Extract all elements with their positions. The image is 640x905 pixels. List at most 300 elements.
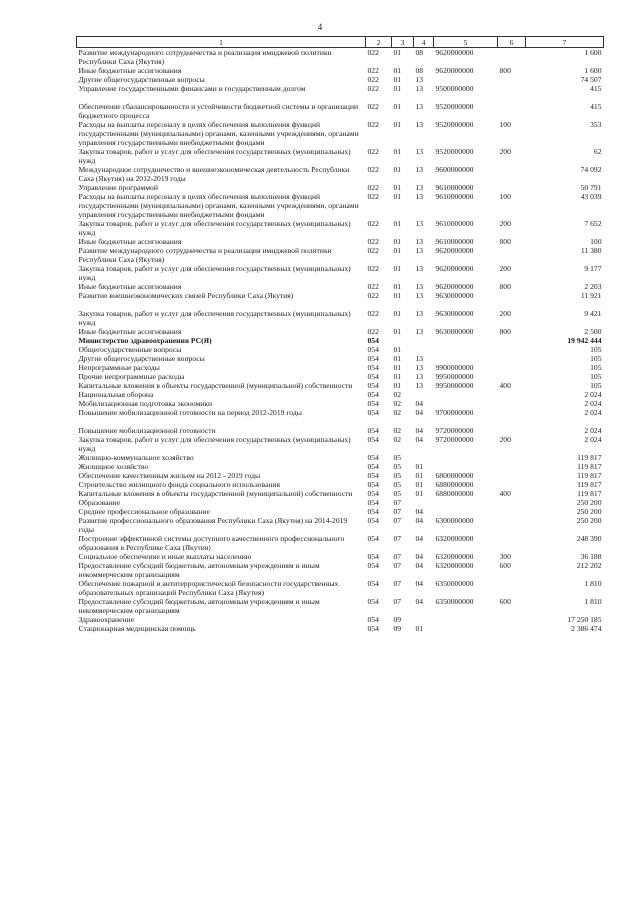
subsection-code: 13 — [415, 147, 424, 156]
row-name: Среднее профессиональное образование — [78, 507, 210, 516]
expense-type-code — [498, 480, 526, 489]
row-name: Закупка товаров, работ и услуг для обеспечения государственных (муниципальных) нужд — [78, 264, 351, 282]
ministry-code: 054 — [367, 363, 379, 372]
subsection-code: 01 — [415, 471, 424, 480]
row-name: Развитие профессионального образования Республики Саха (Якутия) на 2014-2019 годы — [78, 516, 348, 534]
table-row — [77, 327, 604, 336]
expense-type-code — [498, 624, 526, 633]
target-article-code: 6320000000 — [435, 561, 474, 570]
subsection-code — [414, 453, 434, 462]
table-row — [77, 534, 604, 552]
ministry-code: 054 — [367, 399, 379, 408]
amount: 119 817 — [577, 489, 602, 498]
section-code: 01 — [393, 66, 402, 75]
amount: 2 024 — [584, 399, 602, 408]
ministry-code: 054 — [367, 552, 379, 561]
target-article-code — [434, 453, 498, 462]
row-name: Национальная оборона — [78, 390, 154, 399]
expense-type-code — [498, 48, 526, 67]
row-name: Иные бюджетные ассигнования — [78, 282, 182, 291]
expense-type-code — [498, 579, 526, 597]
row-name: Развитие внешнеэкономических связей Республики Саха (Якутия) — [78, 291, 294, 300]
target-article-code: 6880000000 — [435, 480, 474, 489]
row-name: Управление программой — [78, 183, 158, 192]
expense-type-code: 200 — [499, 435, 511, 444]
row-name: Развитие международного сотрудничества и реализация имиджевой политики Республики Саха (Якутия) — [78, 48, 332, 66]
subsection-code: 13 — [415, 192, 424, 201]
table-row — [77, 192, 604, 219]
expense-type-code — [498, 345, 526, 354]
subsection-code: 04 — [415, 408, 424, 417]
expense-type-code — [498, 363, 526, 372]
target-article-code: 6350000000 — [435, 597, 474, 606]
target-article-code — [434, 75, 498, 84]
section-code: 01 — [393, 84, 402, 93]
amount: 250 200 — [576, 498, 602, 507]
target-article-code: 9950000000 — [435, 381, 474, 390]
expense-type-code: 200 — [499, 309, 511, 318]
subsection-code: 13 — [415, 84, 424, 93]
table-row — [77, 120, 604, 147]
row-name: Здравоохранение — [78, 615, 134, 624]
target-article-code: 9610000000 — [435, 192, 474, 201]
target-article-code: 9620000000 — [435, 48, 474, 57]
ministry-code: 054 — [367, 435, 379, 444]
row-name: Обеспечение сбалансированности и устойчивости бюджетной системы и организации бюджетного процесса — [78, 102, 359, 120]
expense-type-code — [498, 516, 526, 534]
amount: 105 — [590, 354, 602, 363]
header-cell: 5 — [434, 37, 498, 48]
amount: 212 202 — [576, 561, 602, 570]
section-code: 07 — [393, 507, 402, 516]
ministry-code: 054 — [367, 453, 379, 462]
section-code: 09 — [393, 615, 402, 624]
table-row — [77, 345, 604, 354]
table-row — [77, 408, 604, 417]
subsection-code: 01 — [415, 489, 424, 498]
amount: 415 — [590, 84, 602, 93]
expense-type-code: 800 — [499, 66, 511, 75]
target-article-code: 9900000000 — [435, 363, 474, 372]
amount: 2 024 — [584, 408, 602, 417]
subsection-code: 13 — [415, 309, 424, 318]
target-article-code: 9700000000 — [435, 408, 474, 417]
table-row — [77, 237, 604, 246]
expense-type-code — [498, 165, 526, 183]
target-article-code: 9720000000 — [435, 426, 474, 435]
ministry-code: 022 — [367, 309, 379, 318]
row-name: Другие общегосударственные вопросы — [78, 354, 205, 363]
table-row — [77, 453, 604, 462]
table-row — [77, 147, 604, 165]
amount: 1 810 — [584, 597, 602, 606]
target-article-code: 9500000000 — [435, 84, 474, 93]
target-article-code: 9630000000 — [435, 327, 474, 336]
target-article-code: 9620000000 — [435, 264, 474, 273]
section-code: 09 — [393, 624, 402, 633]
amount: 2 024 — [584, 435, 602, 444]
target-article-code: 9610000000 — [435, 183, 474, 192]
ministry-code: 022 — [367, 120, 379, 129]
section-code: 05 — [393, 480, 402, 489]
section-code: 01 — [393, 291, 402, 300]
expense-type-code: 200 — [499, 264, 511, 273]
expense-type-code: 600 — [499, 561, 511, 570]
amount: 2 203 — [584, 282, 602, 291]
page-number: 4 — [317, 22, 323, 32]
amount: 11 380 — [580, 246, 602, 255]
amount: 11 921 — [580, 291, 602, 300]
table-row — [77, 552, 604, 561]
ministry-code: 054 — [367, 381, 379, 390]
row-name: Другие общегосударственные вопросы — [78, 75, 205, 84]
ministry-code: 054 — [367, 408, 379, 417]
row-name: Обеспечение качественным жильем на 2012 - 2019 годы — [78, 471, 261, 480]
table-row — [77, 579, 604, 597]
section-code: 02 — [393, 408, 402, 417]
amount: 7 652 — [584, 219, 602, 228]
table-row — [77, 561, 604, 579]
target-article-code: 9520000000 — [435, 120, 474, 129]
expense-type-code — [498, 372, 526, 381]
table-row — [77, 165, 604, 183]
expense-type-code: 400 — [499, 489, 511, 498]
expense-type-code — [498, 462, 526, 471]
ministry-code: 054 — [367, 624, 379, 633]
target-article-code: 9610000000 — [435, 237, 474, 246]
subsection-code: 13 — [415, 219, 424, 228]
section-code: 07 — [393, 561, 402, 570]
table-row — [77, 372, 604, 381]
section-code: 01 — [393, 345, 402, 354]
ministry-code: 054 — [367, 471, 379, 480]
amount: 119 817 — [577, 480, 602, 489]
table-row — [77, 462, 604, 471]
row-name: Общегосударственные вопросы — [78, 345, 182, 354]
row-name: Развитие международного сотрудничества и реализация имиджевой политики Республики Саха (Якутия) — [78, 246, 332, 264]
amount: 248 390 — [576, 534, 602, 543]
section-code: 01 — [393, 363, 402, 372]
row-name: Иные бюджетные ассигнования — [78, 66, 182, 75]
section-code: 01 — [393, 48, 402, 57]
section-code: 01 — [393, 75, 402, 84]
amount: 105 — [590, 372, 602, 381]
target-article-code: 6300000000 — [435, 516, 474, 525]
subsection-code: 04 — [415, 426, 424, 435]
section-code: 01 — [393, 147, 402, 156]
table-row — [77, 48, 604, 67]
row-name: Социальное обеспечение и иные выплаты населению — [78, 552, 252, 561]
subsection-code: 13 — [415, 165, 424, 174]
table-row — [77, 354, 604, 363]
section-code: 02 — [393, 399, 402, 408]
amount: 36 188 — [580, 552, 602, 561]
table-row — [77, 615, 604, 624]
section-code: 01 — [393, 120, 402, 129]
expense-type-code — [498, 471, 526, 480]
ministry-code: 054 — [367, 462, 379, 471]
ministry-code: 054 — [367, 372, 379, 381]
subsection-code: 04 — [415, 507, 424, 516]
table-row — [77, 66, 604, 75]
ministry-code: 022 — [367, 102, 379, 111]
ministry-code: 054 — [367, 507, 379, 516]
subsection-code: 08 — [415, 66, 424, 75]
row-name: Международное сотрудничество и внешнеэкономическая деятельность Республики Саха (Якутия) на 2012-2019 годы — [78, 165, 350, 183]
table-row — [77, 435, 604, 453]
table-row — [77, 381, 604, 390]
table-row — [77, 399, 604, 408]
expense-type-code — [498, 615, 526, 624]
header-cell: 2 — [366, 37, 392, 48]
target-article-code: 9620000000 — [435, 66, 474, 75]
section-code: 01 — [393, 354, 402, 363]
expense-type-code: 100 — [499, 120, 511, 129]
section-code: 07 — [393, 498, 402, 507]
row-name: Министерство здравоохранения РС(Я) — [78, 336, 212, 345]
table-row — [77, 336, 604, 345]
amount: 17 250 185 — [567, 615, 602, 624]
subsection-code — [414, 498, 434, 507]
subsection-code: 13 — [415, 246, 424, 255]
subsection-code: 13 — [415, 102, 424, 111]
table-row — [77, 489, 604, 498]
row-name: Повышение мобилизационной готовности — [78, 426, 216, 435]
subsection-code: 04 — [415, 435, 424, 444]
subsection-code: 04 — [415, 561, 424, 570]
ministry-code: 054 — [367, 354, 379, 363]
subsection-code: 13 — [415, 363, 424, 372]
expense-type-code — [498, 291, 526, 300]
row-name: Закупка товаров, работ и услуг для обеспечения государственных (муниципальных) нужд — [78, 309, 351, 327]
table-row — [77, 291, 604, 300]
table-row — [77, 597, 604, 615]
amount: 100 — [590, 237, 602, 246]
row-name: Закупка товаров, работ и услуг для обеспечения государственных (муниципальных) нужд — [78, 147, 351, 165]
table-row — [77, 219, 604, 237]
table-row — [77, 516, 604, 534]
row-name: Расходы на выплаты персоналу в целях обеспечения выполнения функций государственными (муниципальными) органами, казенными учреждениями, органами управления государственными внебюджетными фондами — [78, 120, 359, 147]
subsection-code: 13 — [415, 264, 424, 273]
row-name: Закупка товаров, работ и услуг для обеспечения государственных (муниципальных) нужд — [78, 219, 351, 237]
row-name: Жилищное хозяйство — [78, 462, 149, 471]
ministry-code: 022 — [367, 66, 379, 75]
target-article-code — [434, 615, 498, 624]
target-article-code: 9630000000 — [435, 309, 474, 318]
amount: 2 386 474 — [571, 624, 602, 633]
section-code: 01 — [393, 264, 402, 273]
section-code: 05 — [393, 471, 402, 480]
amount: 1 810 — [584, 579, 602, 588]
target-article-code: 6880000000 — [435, 489, 474, 498]
expense-type-code — [498, 336, 526, 345]
ministry-code: 022 — [367, 48, 379, 57]
row-name: Стационарная медицинская помощь — [78, 624, 196, 633]
section-code: 02 — [393, 435, 402, 444]
ministry-code: 022 — [367, 237, 379, 246]
target-article-code: 6350000000 — [435, 579, 474, 588]
section-code: 01 — [393, 381, 402, 390]
row-name: Обеспечение пожарной и антитеррористической безопасности государственных образовательных организаций Республики Саха (Якутия) — [78, 579, 339, 597]
amount: 415 — [590, 102, 602, 111]
ministry-code: 054 — [367, 426, 379, 435]
subsection-code: 08 — [415, 48, 424, 57]
expense-type-code: 400 — [499, 381, 511, 390]
target-article-code — [434, 462, 498, 471]
table-row — [77, 390, 604, 399]
header-cell: 7 — [526, 37, 604, 48]
amount: 43 039 — [580, 192, 602, 201]
row-name: Предоставление субсидий бюджетным, автономным учреждениям и иным некоммерческим организациям — [78, 561, 320, 579]
header-cell: 1 — [77, 37, 366, 48]
expense-type-code: 100 — [499, 192, 511, 201]
amount: 1 600 — [584, 66, 602, 75]
row-name: Образование — [78, 498, 121, 507]
section-code: 02 — [393, 390, 402, 399]
table-row — [77, 246, 604, 264]
expense-type-code: 800 — [499, 282, 511, 291]
row-name: Построение эффективной системы доступного качественного профессионального образования в Республике Саха (Якутия) — [78, 534, 345, 552]
expense-type-code — [498, 183, 526, 192]
table-row — [77, 75, 604, 84]
section-code: 01 — [393, 372, 402, 381]
section-code: 01 — [393, 246, 402, 255]
target-article-code: 9630000000 — [435, 291, 474, 300]
table-row — [77, 183, 604, 192]
subsection-code: 01 — [415, 480, 424, 489]
ministry-code: 054 — [367, 336, 379, 345]
ministry-code: 054 — [367, 498, 379, 507]
row-name: Прочие непрограммные расходы — [78, 372, 185, 381]
subsection-code — [414, 615, 434, 624]
row-name: Капитальные вложения в объекты государственной (муниципальной) собственности — [78, 381, 353, 390]
row-name: Предоставление субсидий бюджетным, автономным учреждениям и иным некоммерческим организациям — [78, 597, 320, 615]
ministry-code: 054 — [367, 615, 379, 624]
expense-type-code: 200 — [499, 147, 511, 156]
header-cell: 4 — [414, 37, 434, 48]
table-row — [77, 282, 604, 291]
table-row — [77, 84, 604, 93]
ministry-code: 022 — [367, 282, 379, 291]
subsection-code: 13 — [415, 183, 424, 192]
subsection-code: 13 — [415, 75, 424, 84]
expense-type-code: 600 — [499, 597, 511, 606]
amount: 19 942 444 — [567, 336, 602, 345]
subsection-code — [414, 336, 434, 345]
target-article-code: 6320000000 — [435, 534, 474, 543]
expense-type-code — [498, 408, 526, 417]
expense-type-code: 300 — [499, 552, 511, 561]
expense-type-code — [498, 507, 526, 516]
ministry-code: 022 — [367, 246, 379, 255]
row-name: Мобилизационная подготовка экономики — [78, 399, 213, 408]
section-code: 07 — [393, 579, 402, 588]
expense-type-code — [498, 399, 526, 408]
amount: 119 817 — [577, 471, 602, 480]
expense-type-code: 800 — [499, 327, 511, 336]
row-name: Управление государственными финансами и государственным долгом — [78, 84, 306, 93]
subsection-code: 04 — [415, 516, 424, 525]
section-code: 01 — [393, 237, 402, 246]
subsection-code: 04 — [415, 597, 424, 606]
row-name: Закупка товаров, работ и услуг для обеспечения государственных (муниципальных) нужд — [78, 435, 351, 453]
header-row — [77, 37, 604, 48]
section-code — [392, 336, 414, 345]
subsection-code: 01 — [415, 462, 424, 471]
ministry-code: 054 — [367, 561, 379, 570]
ministry-code: 022 — [367, 183, 379, 192]
table-row — [77, 363, 604, 372]
expense-type-code — [498, 84, 526, 93]
section-code: 05 — [393, 462, 402, 471]
table-row — [77, 264, 604, 282]
row-name: Иные бюджетные ассигнования — [78, 237, 182, 246]
amount: 2 024 — [584, 426, 602, 435]
target-article-code — [434, 624, 498, 633]
ministry-code: 022 — [367, 192, 379, 201]
amount: 50 791 — [580, 183, 602, 192]
ministry-code: 022 — [367, 219, 379, 228]
section-code: 01 — [393, 183, 402, 192]
expense-type-code — [498, 75, 526, 84]
amount: 74 507 — [580, 75, 602, 84]
target-article-code: 6800000000 — [435, 471, 474, 480]
target-article-code: 9520000000 — [435, 102, 474, 111]
amount: 119 817 — [577, 462, 602, 471]
subsection-code: 13 — [415, 327, 424, 336]
ministry-code: 054 — [367, 534, 379, 543]
section-code: 01 — [393, 219, 402, 228]
table-row — [77, 471, 604, 480]
section-code: 05 — [393, 453, 402, 462]
ministry-code: 054 — [367, 390, 379, 399]
expense-type-code — [498, 246, 526, 264]
table-row — [77, 300, 604, 327]
ministry-code: 022 — [367, 264, 379, 273]
target-article-code: 9620000000 — [435, 246, 474, 255]
table-row — [77, 498, 604, 507]
expense-type-code: 200 — [499, 219, 511, 228]
target-article-code — [434, 399, 498, 408]
subsection-code: 01 — [415, 624, 424, 633]
table-row — [77, 480, 604, 489]
section-code: 01 — [393, 327, 402, 336]
subsection-code: 04 — [415, 579, 424, 588]
target-article-code — [434, 390, 498, 399]
ministry-code: 022 — [367, 75, 379, 84]
amount: 1 600 — [584, 48, 602, 57]
amount: 353 — [590, 120, 602, 129]
target-article-code: 9720000000 — [435, 435, 474, 444]
budget-table — [76, 36, 604, 633]
subsection-code: 13 — [415, 354, 424, 363]
target-article-code: 9520000000 — [435, 147, 474, 156]
expense-type-code: 800 — [499, 237, 511, 246]
amount: 74 092 — [580, 165, 602, 174]
ministry-code: 022 — [367, 165, 379, 174]
section-code: 07 — [393, 534, 402, 543]
amount: 250 200 — [576, 516, 602, 525]
target-article-code — [434, 345, 498, 354]
expense-type-code — [498, 498, 526, 507]
subsection-code: 13 — [415, 372, 424, 381]
amount: 105 — [590, 381, 602, 390]
amount: 62 — [593, 147, 602, 156]
amount: 2 500 — [584, 327, 602, 336]
row-name: Строительство жилищного фонда социального использования — [78, 480, 280, 489]
section-code: 07 — [393, 552, 402, 561]
section-code: 01 — [393, 192, 402, 201]
